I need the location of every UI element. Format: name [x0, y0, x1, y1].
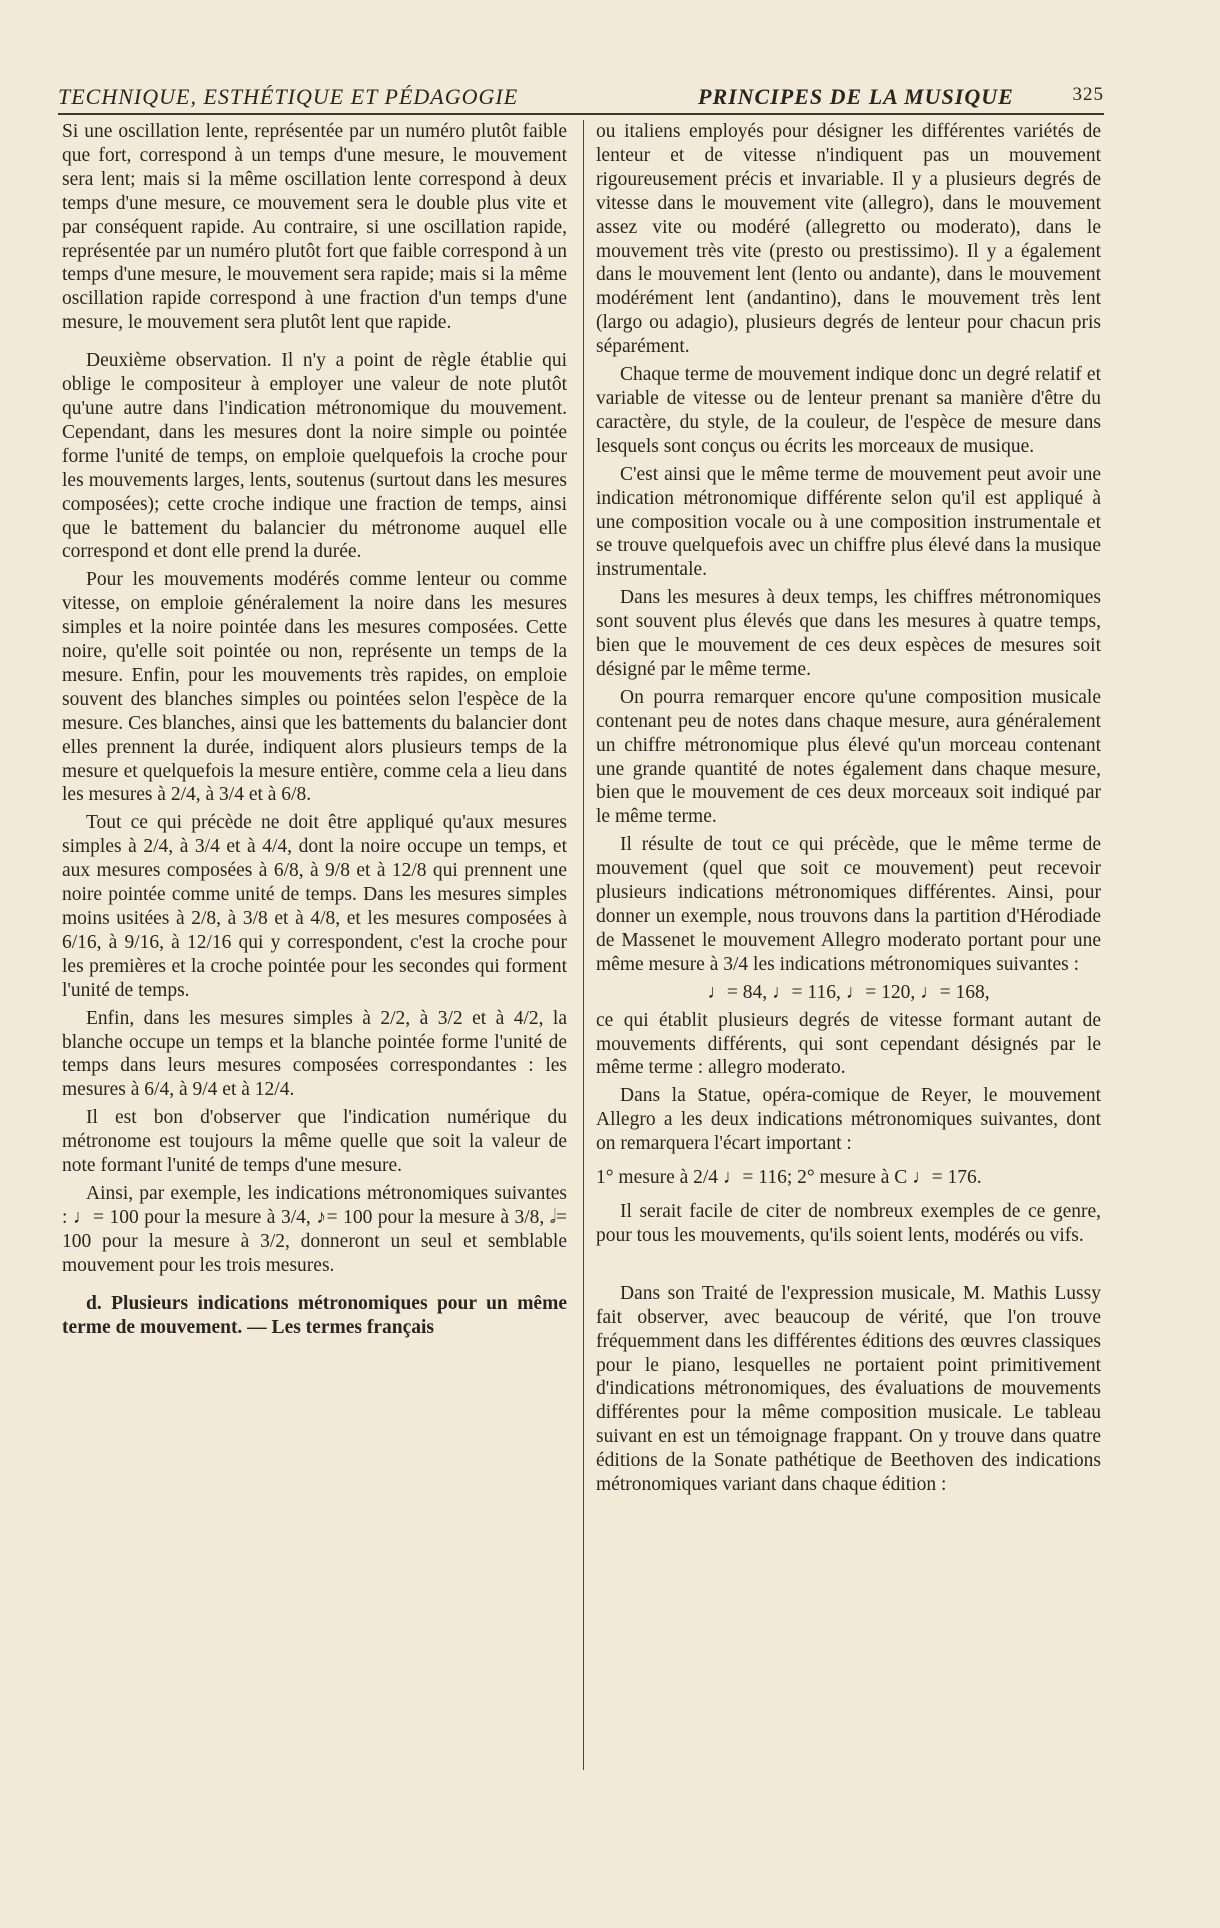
paragraph: Ainsi, par exemple, les indications métronomiques suivantes : ♩= 100 pour la mesure à 3/4, ♪= 100 pour la mesure à 3/8, 𝅗𝅥= 100 pour la mesure à 3/2, donneront un seul et semblable mouvement pour les trois mesures.: [62, 1182, 567, 1276]
paragraph: Il est bon d'observer que l'indication numérique du métronome est toujours la même quelle que soit la valeur de note formant l'unité de temps d'une mesure.: [62, 1107, 567, 1177]
paragraph: On pourra remarquer encore qu'une composition musicale contenant peu de notes dans chaque mesure, aura généralement un chiffre métronomique plus élevé qu'un morceau contenant une grande quantité de notes également dans chaque mesure, bien que le mouvement de ces deux morceaux soit indiqué par le même terme.: [596, 686, 1101, 828]
paragraph: Deuxième observation. Il n'y a point de règle établie qui oblige le compositeur à employer une valeur de note plutôt qu'une autre dans l'indication métronomique du mouvement. Cependant, dans les mesures dont la noire simple ou pointée forme l'unité de temps, on emploie quelquefois la croche pour les mouvements larges, lents, soutenus (surtout dans les mesures composées); cette croche indique une fraction de temps, ainsi que le battement du balancier du métronome auquel elle correspond et dont elle prend la durée.: [62, 350, 567, 563]
section-heading: d. Plusieurs indications métronomiques pour un même terme de mouvement. — Les termes français: [62, 1292, 567, 1338]
paragraph: Si une oscillation lente, représentée par un numéro plutôt faible que fort, correspond à un temps d'une mesure, le mouvement sera lent; mais si la même oscillation lente correspond à deux temps d'une mesure, ce mouvement sera le double plus vite et par conséquent rapide. Au contraire, si une oscillation rapide, représentée par un numéro plutôt fort que faible correspond à un temps d'une mesure, le mouvement sera rapide; mais si la même oscillation rapide correspond à une fraction d'un temps d'une mesure, le mouvement sera plutôt lent que rapide.: [62, 121, 567, 334]
paragraph: Dans son Traité de l'expression musicale, M. Mathis Lussy fait observer, avec beaucoup de vérité, que l'on trouve fréquemment dans les différentes éditions des œuvres classiques pour le piano, lesquelles ne portaient point primitivement d'indications métronomiques, des évaluations de mouvements différentes pour la même composition musicale. Le tableau suivant en est un témoignage frappant. On y trouve dans quatre éditions de la Sonate pathétique de Beethoven des indications métronomiques variant dans chaque édition :: [596, 1282, 1101, 1496]
paragraph: Pour les mouvements modérés comme lenteur ou comme vitesse, on emploie généralement la noire dans les mesures simples et la noire pointée dans les mesures composées. Cette noire, qu'elle soit pointée ou non, représente un temps de la mesure. Enfin, pour les mouvements très rapides, on emploie souvent des blanches simples ou pointées selon l'espèce de la mesure. Ces blanches, ainsi que les battements du balancier dont elles prennent la durée, indiquent alors plusieurs temps de la mesure et quelquefois la mesure entière, comme cela a lieu dans les mesures à 2/4, à 3/4 et à 6/8.: [62, 569, 567, 806]
header-left-title: TECHNIQUE, ESTHÉTIQUE ET PÉDAGOGIE: [58, 84, 519, 109]
header-rule: [58, 113, 1104, 115]
paragraph: Dans les mesures à deux temps, les chiffres métronomiques sont souvent plus élevés que dans les mesures à quatre temps, bien que le mouvement de ces deux espèces de mesures soit désigné par le même terme.: [596, 587, 1101, 680]
paragraph: ou italiens employés pour désigner les différentes variétés de lenteur et de vitesse n'indiquent pas un mouvement rigoureusement précis et invariable. Il y a plusieurs degrés de vitesse dans le mouvement vite (allegro), dans le mouvement assez vite ou modéré (allegretto ou moderato), dans le mouvement très vite (presto ou prestissimo). Il y a également dans le mouvement lent (lento ou andante), dans le mouvement modérément lent (andantino), dans le mouvement très lent (largo ou adagio), plusieurs degrés de lenteur pour chacun pris séparément.: [596, 121, 1101, 358]
paragraph: Il serait facile de citer de nombreux exemples de ce genre, pour tous les mouvements, qu'ils soient lents, modérés ou vifs.: [596, 1200, 1101, 1246]
right-column: [596, 120, 1101, 1501]
metronome-example: 1° mesure à 2/4 ♩= 116; 2° mesure à C ♩= 176.: [596, 1167, 982, 1189]
metronome-markings: ♩= 84, ♩= 116, ♩= 120, ♩= 168,: [707, 981, 990, 1003]
paragraph: Tout ce qui précède ne doit être appliqué qu'aux mesures simples à 2/4, à 3/4 et à 4/4, dont la noire occupe un temps, et aux mesures composées à 6/8, à 9/8 et à 12/8 qui prennent une noire pointée comme unité de temps. Dans les mesures simples moins usitées à 2/8, à 3/8 et à 4/8, et les mesures composées à 6/16, à 9/16, à 12/16 qui y correspondent, c'est la croche pour les premières et la croche pointée pour les secondes qui forment l'unité de temps.: [62, 812, 567, 1001]
paragraph: Il résulte de tout ce qui précède, que le même terme de mouvement (quel que soit ce mouvement) peut recevoir plusieurs indications métronomiques différentes. Ainsi, pour donner un exemple, nous trouvons dans la partition d'Hérodiade de Massenet le mouvement Allegro moderato portant pour une même mesure à 3/4 les indications métronomiques suivantes :: [596, 834, 1101, 975]
column-divider: [583, 120, 584, 1770]
paragraph: Chaque terme de mouvement indique donc un degré relatif et variable de vitesse ou de lenteur prenant sa manière d'être du caractère, du style, de la couleur, de l'espèce de mesure dans lesquels sont conçus ou écrits les morceaux de musique.: [596, 364, 1101, 457]
paragraph: Dans la Statue, opéra-comique de Reyer, le mouvement Allegro a les deux indications métronomiques suivantes, dont on remarquera l'écart important :: [596, 1085, 1101, 1155]
paragraph: ce qui établit plusieurs degrés de vitesse formant autant de mouvements différents, qui sont cependant désignés par le même terme : allegro moderato.: [596, 1009, 1101, 1079]
paragraph: C'est ainsi que le même terme de mouvement peut avoir une indication métronomique différente selon qu'il est appliqué à une composition vocale ou à une composition instrumentale et se trouve quelquefois avec un chiffre plus élevé dans la musique instrumentale.: [596, 463, 1101, 581]
header-right-title: PRINCIPES DE LA MUSIQUE: [698, 84, 1014, 109]
left-column: [62, 120, 567, 1343]
page-number: 325: [1072, 84, 1104, 105]
running-header: [58, 84, 1104, 110]
paragraph: Enfin, dans les mesures simples à 2/2, à 3/2 et à 4/2, la blanche occupe un temps et la blanche pointée forme l'unité de temps dans leurs mesures composées correspondantes : les mesures à 6/4, à 9/4 et à 12/4.: [62, 1007, 567, 1101]
